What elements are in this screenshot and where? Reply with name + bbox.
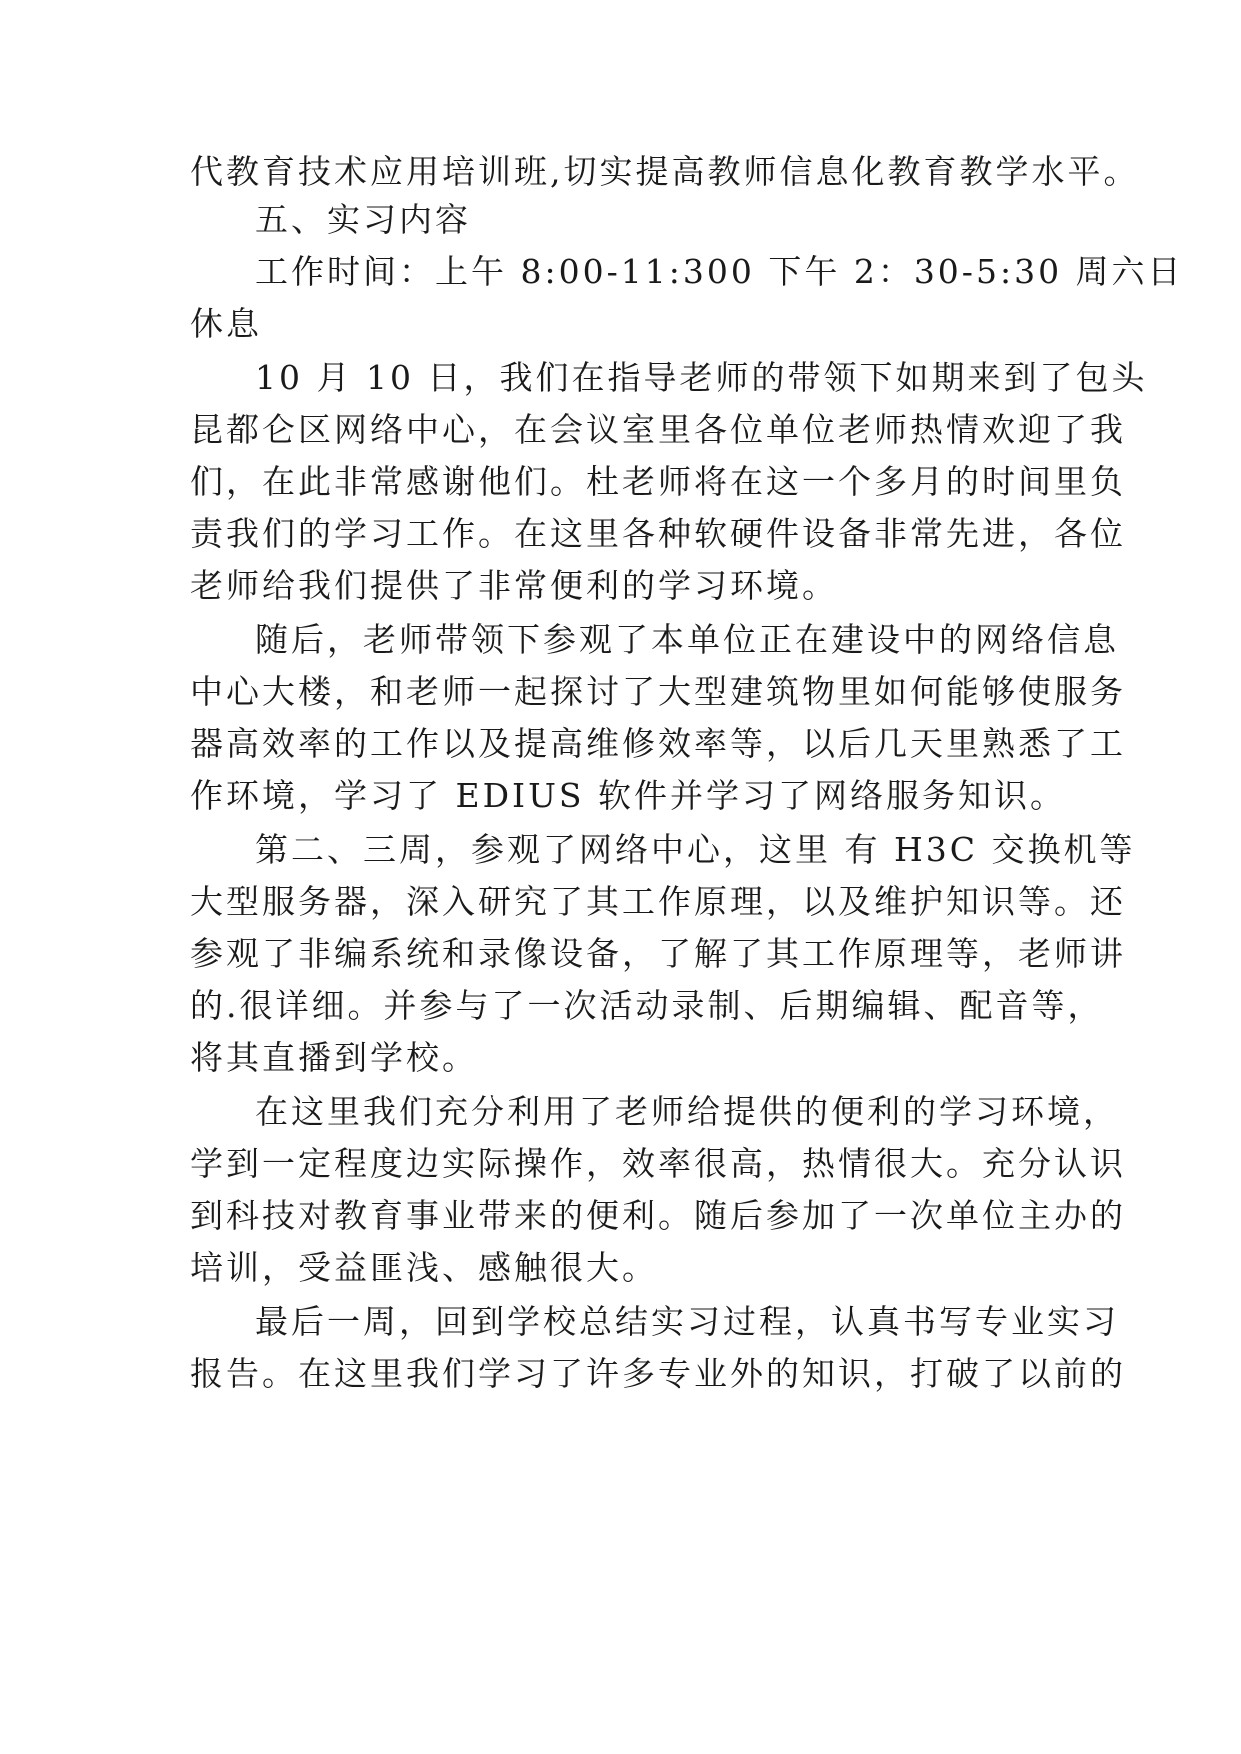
- text-line: 报告。在这里我们学习了许多专业外的知识，打破了以前的: [190, 1354, 1126, 1393]
- text-line: 将其直播到学校。: [190, 1038, 478, 1077]
- text-line: 的.很详细。并参与了一次活动录制、后期编辑、配音等，: [190, 986, 1104, 1025]
- text-line: 器高效率的工作以及提高维修效率等，以后几天里熟悉了工: [190, 724, 1126, 763]
- text-line: 到科技对教育事业带来的便利。随后参加了一次单位主办的: [190, 1196, 1126, 1235]
- text-line: 最后一周，回到学校总结实习过程，认真书写专业实习: [255, 1302, 1119, 1341]
- text-line: 作环境，学习了 EDIUS 软件并学习了网络服务知识。: [190, 776, 1066, 815]
- section-heading: 五、实习内容: [255, 200, 471, 239]
- text-line: 大型服务器，深入研究了其工作原理，以及维护知识等。还: [190, 882, 1126, 921]
- text-line: 学到一定程度边实际操作，效率很高，热情很大。充分认识: [190, 1144, 1126, 1183]
- text-line: 随后，老师带领下参观了本单位正在建设中的网络信息: [255, 620, 1119, 659]
- text-line: 们，在此非常感谢他们。杜老师将在这一个多月的时间里负: [190, 462, 1126, 501]
- text-line: 培训，受益匪浅、感触很大。: [190, 1248, 658, 1287]
- text-line: 参观了非编系统和录像设备，了解了其工作原理等，老师讲: [190, 934, 1126, 973]
- text-line: 在这里我们充分利用了老师给提供的便利的学习环境，: [255, 1092, 1119, 1131]
- text-line: 第二、三周，参观了网络中心，这里 有 H3C 交换机等: [255, 830, 1136, 869]
- text-line: 老师给我们提供了非常便利的学习环境。: [190, 566, 838, 605]
- text-line: 10 月 10 日，我们在指导老师的带领下如期来到了包头: [255, 358, 1148, 397]
- text-line: 责我们的学习工作。在这里各种软硬件设备非常先进，各位: [190, 514, 1126, 553]
- text-line: 中心大楼，和老师一起探讨了大型建筑物里如何能够使服务: [190, 672, 1126, 711]
- text-line: 工作时间：上午 8:00-11:300 下午 2：30-5:30 周六日: [255, 252, 1184, 291]
- text-line: 休息: [190, 304, 262, 343]
- text-line: 代教育技术应用培训班,切实提高教师信息化教育教学水平。: [190, 152, 1140, 191]
- text-line: 昆都仑区网络中心，在会议室里各位单位老师热情欢迎了我: [190, 410, 1126, 449]
